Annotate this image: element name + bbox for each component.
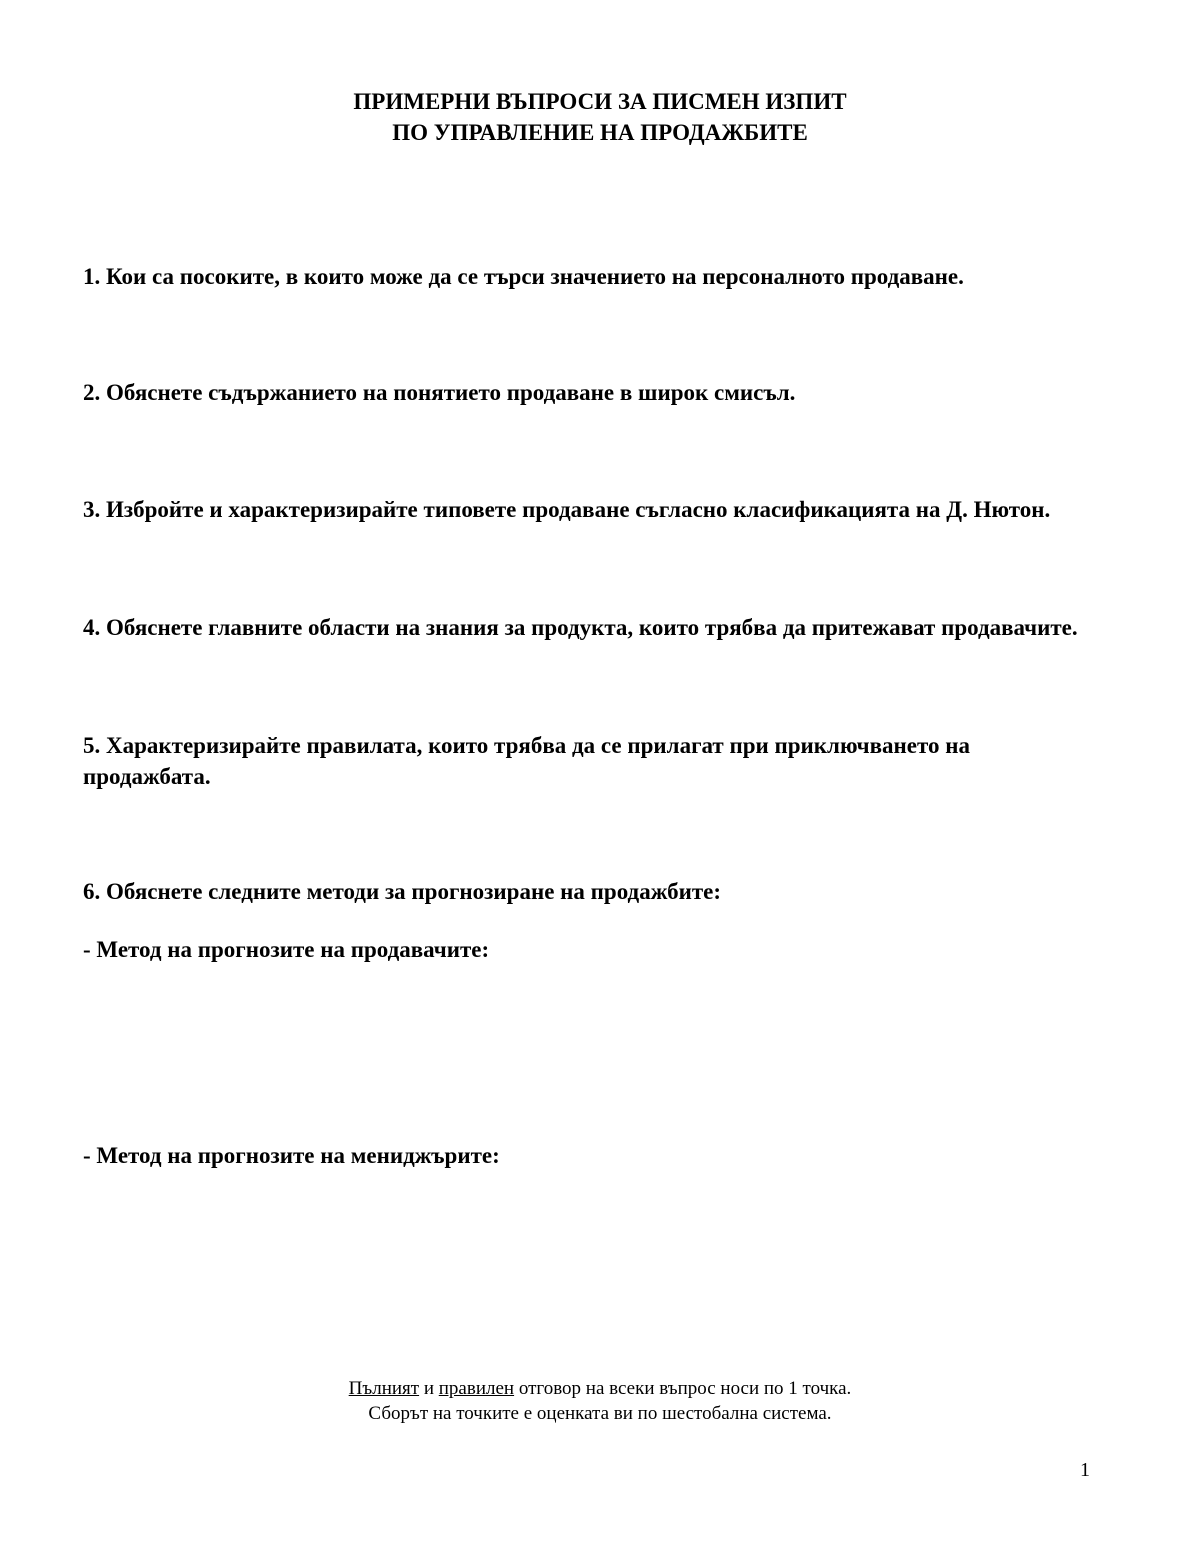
question-5: 5. Характеризирайте правилата, които трябва да се прилагат при приключването на продажбата. xyxy=(83,733,971,789)
question-6: 6. Обяснете следните методи за прогнозиране на продажбите: xyxy=(83,879,721,904)
underlined-word-full: Пълният xyxy=(348,1378,420,1399)
question-2: 2. Обяснете съдържанието на понятието продаване в широк смисъл. xyxy=(83,380,796,405)
connector-text: и xyxy=(419,1378,439,1399)
title-line-2: ПО УПРАВЛЕНИЕ НА ПРОДАЖБИТЕ xyxy=(392,120,808,145)
question-1: 1. Кои са посоките, в които може да се търси значението на персоналното продаване. xyxy=(83,264,964,289)
page-number: 1 xyxy=(1080,1459,1090,1481)
title-line-1: ПРИМЕРНИ ВЪПРОСИ ЗА ПИСМЕН ИЗПИТ xyxy=(353,89,847,114)
page-title xyxy=(0,86,1200,148)
question-3: 3. Избройте и характеризирайте типовете продаване съгласно класификацията на Д. Нютон. xyxy=(83,497,1051,522)
grading-note xyxy=(0,1376,1200,1426)
grading-note-rest: отговор на всеки въпрос носи по 1 точка. xyxy=(514,1378,852,1399)
sub-item-manager-forecasts: - Метод на прогнозите на мениджърите: xyxy=(83,1143,500,1168)
grading-note-line-2: Сборът на точките е оценката ви по шестобална система. xyxy=(368,1403,832,1424)
question-4: 4. Обяснете главните области на знания за продукта, които трябва да притежават продавачите. xyxy=(83,615,1078,640)
sub-item-salesperson-forecasts: - Метод на прогнозите на продавачите: xyxy=(83,937,490,962)
grading-note-line-1 xyxy=(0,1376,1200,1401)
underlined-word-correct: правилен xyxy=(438,1378,515,1399)
